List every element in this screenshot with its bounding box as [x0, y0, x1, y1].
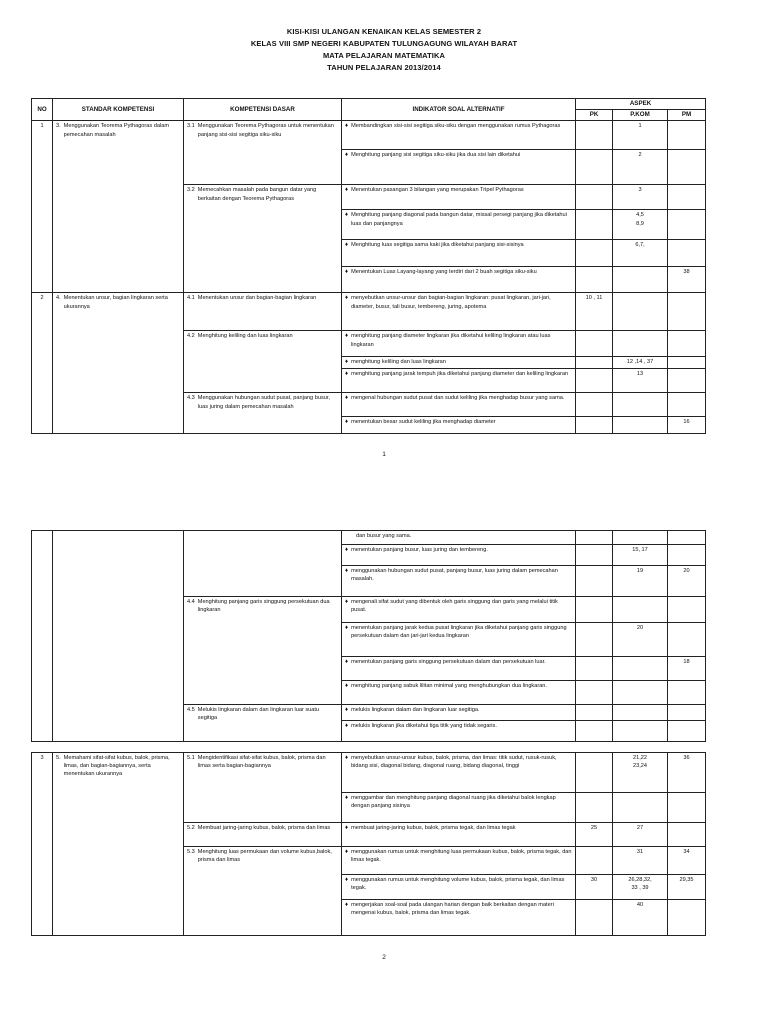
aspek-pkom: 27	[613, 823, 668, 847]
bullet-icon: ♦	[345, 359, 349, 366]
aspek-pk	[576, 793, 613, 823]
page-number: 2	[382, 954, 386, 961]
aspek-pk	[576, 417, 613, 434]
row-no	[32, 531, 53, 742]
kisi-kisi-table-page-1	[31, 98, 706, 434]
col-header-indikator: INDIKATOR SOAL ALTERNATIF	[342, 99, 576, 121]
indikator: ♦ menggunakan rumus untuk menghitung luas permukaan kubus, balok, prisma tegak, dan limas tegak.	[342, 847, 576, 875]
aspek-pk	[576, 847, 613, 875]
standar-kompetensi: 5. Memahami sifat-sifat kubus, balok, prisma, limas, dan bagian-bagiannya, serta menentukan ukurannya	[53, 753, 184, 936]
bullet-icon: ♦	[345, 795, 349, 801]
aspek-pkom: 20	[613, 623, 668, 657]
aspek-pm	[668, 185, 706, 210]
aspek-pk	[576, 566, 613, 597]
aspek-pkom: 26,28,32, 33 , 39	[613, 875, 668, 900]
indikator: ♦ menggunakan rumus untuk menghitung volume kubus, balok, prisma tegak, dan limas tegak.	[342, 875, 576, 900]
indikator: ♦ Menentukan Luas Layang-layang yang terdiri dari 2 buah segitiga siku-siku	[342, 267, 576, 293]
col-header-pm: PM	[668, 110, 706, 121]
indikator: ♦ menghitung panjang sabuk lilitan minimal yang menghubungkan dua lingkaran.	[342, 681, 576, 705]
aspek-pm: 38	[668, 267, 706, 293]
bullet-icon: ♦	[345, 755, 349, 761]
aspek-pm: 18	[668, 657, 706, 681]
aspek-pk	[576, 121, 613, 150]
kisi-kisi-table-page-2-sk3	[31, 752, 706, 936]
bullet-icon: ♦	[345, 568, 349, 574]
indikator: ♦ menggambar dan menghitung panjang diagonal ruang jika diketahui balok lengkap dengan panjang sisinya	[342, 793, 576, 823]
aspek-pkom: 21,22 23,24	[613, 753, 668, 793]
kompetensi-dasar: 5.1 Mengidentifikasi sifat-sifat kubus, balok, prisma dan limas serta bagian-bagiannya	[184, 753, 342, 823]
aspek-pkom	[613, 597, 668, 623]
aspek-pk	[576, 545, 613, 566]
aspek-pk	[576, 267, 613, 293]
indikator: ♦ mengenal hubungan sudut pusat dan sudut keliling jika menghadap busur yang sama.	[342, 393, 576, 417]
aspek-pm	[668, 121, 706, 150]
indikator: ♦ menentukan panjang busur, luas juring dan tembereng.	[342, 545, 576, 566]
bullet-icon: ♦	[345, 419, 349, 426]
aspek-pk	[576, 150, 613, 185]
aspek-pkom	[613, 417, 668, 434]
indikator: ♦ mengerjakan soal-soal pada ulangan harian dengan baik berkaitan dengan materi mengenai kubus, balok, prisma dan limas tegak.	[342, 900, 576, 936]
aspek-pm	[668, 545, 706, 566]
indikator: ♦ menyebutkan unsur-unsur dan bagian-bagian lingkaran: pusat lingkaran, jari-jari, diameter, busur, tali busur, tembereng, juring, apotema	[342, 293, 576, 331]
indikator: ♦ Menghitung luas segitiga sama kaki jika diketahui panjang sisi-sisinya	[342, 240, 576, 267]
aspek-pm: 16	[668, 417, 706, 434]
aspek-pm	[668, 531, 706, 545]
aspek-pkom: 4,5 8,9	[613, 210, 668, 240]
aspek-pm	[668, 623, 706, 657]
aspek-pm	[668, 705, 706, 721]
aspek-pkom	[613, 293, 668, 331]
aspek-pkom	[613, 267, 668, 293]
kompetensi-dasar	[184, 531, 342, 597]
aspek-pkom	[613, 705, 668, 721]
aspek-pm	[668, 293, 706, 331]
indikator: ♦ menghitung panjang jarak tempuh jika diketahui panjang diameter dan keliling lingkaran	[342, 369, 576, 393]
kompetensi-dasar: 4.1 Menentukan unsur dan bagian-bagian lingkaran	[184, 293, 342, 331]
indikator: ♦ melukis lingkaran dalam dan lingkaran luar segitiga.	[342, 705, 576, 721]
aspek-pkom: 13	[613, 369, 668, 393]
aspek-pm	[668, 597, 706, 623]
bullet-icon: ♦	[345, 187, 349, 194]
kompetensi-dasar: 4.4 Menghitung panjang garis singgung persekutuan dua lingkaran	[184, 597, 342, 705]
indikator: ♦ menggunakan hubungan sudut pusat, panjang busur, luas juring dalam pemecahan masalah.	[342, 566, 576, 597]
aspek-pk	[576, 721, 613, 742]
aspek-pm	[668, 823, 706, 847]
aspek-pm: 34	[668, 847, 706, 875]
aspek-pkom: 6,7,	[613, 240, 668, 267]
bullet-icon: ♦	[345, 707, 349, 713]
aspek-pkom	[613, 681, 668, 705]
indikator: dan busur yang sama.	[342, 531, 576, 545]
indikator: ♦ menentukan panjang garis singgung persekutuan dalam dan persekutuan luar.	[342, 657, 576, 681]
indikator: ♦ Menghitung panjang diagonal pada bangun datar, missal persegi panjang jika diketahui luas dan panjangnya	[342, 210, 576, 240]
aspek-pkom	[613, 793, 668, 823]
standar-kompetensi: 3. Menggunakan Teorema Pythagoras dalam pemecahan masalah	[53, 121, 184, 293]
bullet-icon: ♦	[345, 242, 349, 249]
indikator: ♦ menentukan panjang jarak kedua pusat lingkaran jika diketahui panjang garis singgung persekutuan dalam dan jari-jari kedua lingkaran	[342, 623, 576, 657]
col-header-aspek: ASPEK	[576, 99, 706, 110]
kompetensi-dasar: 5.3 Menghitung luas permukaan dan volume kubus,balok, prisma dan limas	[184, 847, 342, 936]
aspek-pk: 25	[576, 823, 613, 847]
bullet-icon: ♦	[345, 849, 349, 855]
aspek-pm	[668, 721, 706, 742]
aspek-pkom	[613, 657, 668, 681]
bullet-icon: ♦	[345, 625, 349, 631]
title-line-2: KELAS VIII SMP NEGERI KABUPATEN TULUNGAGUNG WILAYAH BARAT	[250, 39, 518, 48]
aspek-pkom	[613, 531, 668, 545]
aspek-pm	[668, 900, 706, 936]
bullet-icon: ♦	[345, 212, 349, 219]
indikator: ♦ Menghitung panjang sisi segitiga siku-siku jika dua sisi lain diketahui	[342, 150, 576, 185]
kompetensi-dasar: 5.2 Membuat jaring-jaring kubus, balok, prisma dan limas	[184, 823, 342, 847]
col-header-kompetensi-dasar: KOMPETENSI DASAR	[184, 99, 342, 121]
aspek-pkom	[613, 721, 668, 742]
row-no: 2	[32, 293, 53, 434]
bullet-icon: ♦	[345, 683, 349, 689]
col-header-standar-kompetensi: STANDAR KOMPETENSI	[53, 99, 184, 121]
aspek-pk	[576, 369, 613, 393]
bullet-icon: ♦	[345, 269, 349, 276]
aspek-pm	[668, 793, 706, 823]
standar-kompetensi	[53, 531, 184, 742]
kompetensi-dasar: 4.3 Menggunakan hubungan sudut pusat, panjang busur, luas juring dalam pemecahan masalah	[184, 393, 342, 434]
kompetensi-dasar: 3.2 Memecahkan masalah pada bangun datar yang berkaitan dengan Teorema Pythagoras	[184, 185, 342, 293]
bullet-icon: ♦	[345, 877, 349, 883]
row-no: 1	[32, 121, 53, 293]
bullet-icon: ♦	[345, 723, 349, 729]
indikator: ♦ membuat jaring-jaring kubus, balok, prisma tegak, dan limas tegak	[342, 823, 576, 847]
aspek-pkom: 3	[613, 185, 668, 210]
indikator: ♦ Membandingkan sisi-sisi segitiga siku-siku dengan menggunakan rumus Pythagoras	[342, 121, 576, 150]
aspek-pkom: 2	[613, 150, 668, 185]
aspek-pm	[668, 393, 706, 417]
aspek-pm	[668, 240, 706, 267]
aspek-pm: 29,35	[668, 875, 706, 900]
document-header	[0, 26, 768, 74]
bullet-icon: ♦	[345, 395, 349, 402]
standar-kompetensi: 4. Menentukan unsur, bagian lingkaran serta ukurannya	[53, 293, 184, 434]
aspek-pk	[576, 357, 613, 369]
aspek-pk	[576, 900, 613, 936]
aspek-pm: 36	[668, 753, 706, 793]
indikator: ♦ menentukan besar sudut keliling jika menghadap diameter	[342, 417, 576, 434]
aspek-pk	[576, 210, 613, 240]
bullet-icon: ♦	[345, 371, 349, 378]
aspek-pm: 20	[668, 566, 706, 597]
bullet-icon: ♦	[345, 599, 349, 605]
col-header-pk: PK	[576, 110, 613, 121]
page-number: 1	[382, 451, 386, 458]
aspek-pk	[576, 331, 613, 357]
kompetensi-dasar: 4.5 Melukis lingkaran dalam dan lingkaran luar suatu segitiga	[184, 705, 342, 742]
aspek-pk	[576, 185, 613, 210]
aspek-pk	[576, 657, 613, 681]
aspek-pkom: 31	[613, 847, 668, 875]
indikator: ♦ menghitung keliling dan luas lingkaran	[342, 357, 576, 369]
kisi-kisi-table-page-2	[31, 530, 706, 742]
title-line-3: MATA PELAJARAN MATEMATIKA	[322, 51, 446, 60]
aspek-pm	[668, 331, 706, 357]
aspek-pkom	[613, 393, 668, 417]
bullet-icon: ♦	[345, 547, 349, 553]
col-header-pkom: P.KOM	[613, 110, 668, 121]
indikator: ♦ menghitung panjang diameter lingkaran jika diketahui keliling lingkaran atau luas lingkaran	[342, 331, 576, 357]
indikator: ♦ melukis lingkaran jika diketahui tiga titik yang tidak segaris.	[342, 721, 576, 742]
aspek-pkom: 15, 17	[613, 545, 668, 566]
bullet-icon: ♦	[345, 295, 349, 302]
aspek-pm	[668, 357, 706, 369]
bullet-icon: ♦	[345, 825, 349, 831]
indikator: ♦ menyebutkan unsur-unsur kubus, balok, prisma, dan limas: titik sudut, rusuk-rusuk, bidang sisi, diagonal bidang, diagonal ruang, bidang diagonal, tinggi	[342, 753, 576, 793]
bullet-icon: ♦	[345, 152, 349, 159]
indikator: ♦ mengenali sifat sudut yang dibentuk oleh garis singgung dan garis yang melalui titik pusat.	[342, 597, 576, 623]
aspek-pk: 30	[576, 875, 613, 900]
aspek-pkom	[613, 331, 668, 357]
aspek-pkom: 12 ,14 , 37	[613, 357, 668, 369]
aspek-pkom: 1	[613, 121, 668, 150]
kompetensi-dasar: 4.2 Menghitung keliling dan luas lingkaran	[184, 331, 342, 393]
title-line-4: TAHUN PELAJARAN 2013/2014	[327, 63, 441, 72]
indikator: ♦ Menentukan pasangan 3 bilangan yang merupakan Tripel Pythagoras	[342, 185, 576, 210]
aspek-pkom: 40	[613, 900, 668, 936]
aspek-pk: 10 , 11	[576, 293, 613, 331]
aspek-pkom: 19	[613, 566, 668, 597]
row-no: 3	[32, 753, 53, 936]
aspek-pk	[576, 240, 613, 267]
bullet-icon: ♦	[345, 333, 349, 340]
aspek-pk	[576, 753, 613, 793]
aspek-pk	[576, 597, 613, 623]
bullet-icon: ♦	[345, 123, 349, 130]
bullet-icon: ♦	[345, 659, 349, 665]
aspek-pk	[576, 705, 613, 721]
col-header-no: NO	[32, 99, 53, 121]
aspek-pk	[576, 531, 613, 545]
aspek-pm	[668, 681, 706, 705]
aspek-pk	[576, 393, 613, 417]
bullet-icon: ♦	[345, 902, 349, 908]
aspek-pm	[668, 210, 706, 240]
aspek-pk	[576, 623, 613, 657]
aspek-pk	[576, 681, 613, 705]
aspek-pm	[668, 150, 706, 185]
kompetensi-dasar: 3.1 Menggunakan Teorema Pythagoras untuk menentukan panjang sisi-sisi segitiga siku-siku	[184, 121, 342, 185]
aspek-pm	[668, 369, 706, 393]
title-line-1: KISI-KISI ULANGAN KENAIKAN KELAS SEMESTER 2	[286, 27, 482, 36]
